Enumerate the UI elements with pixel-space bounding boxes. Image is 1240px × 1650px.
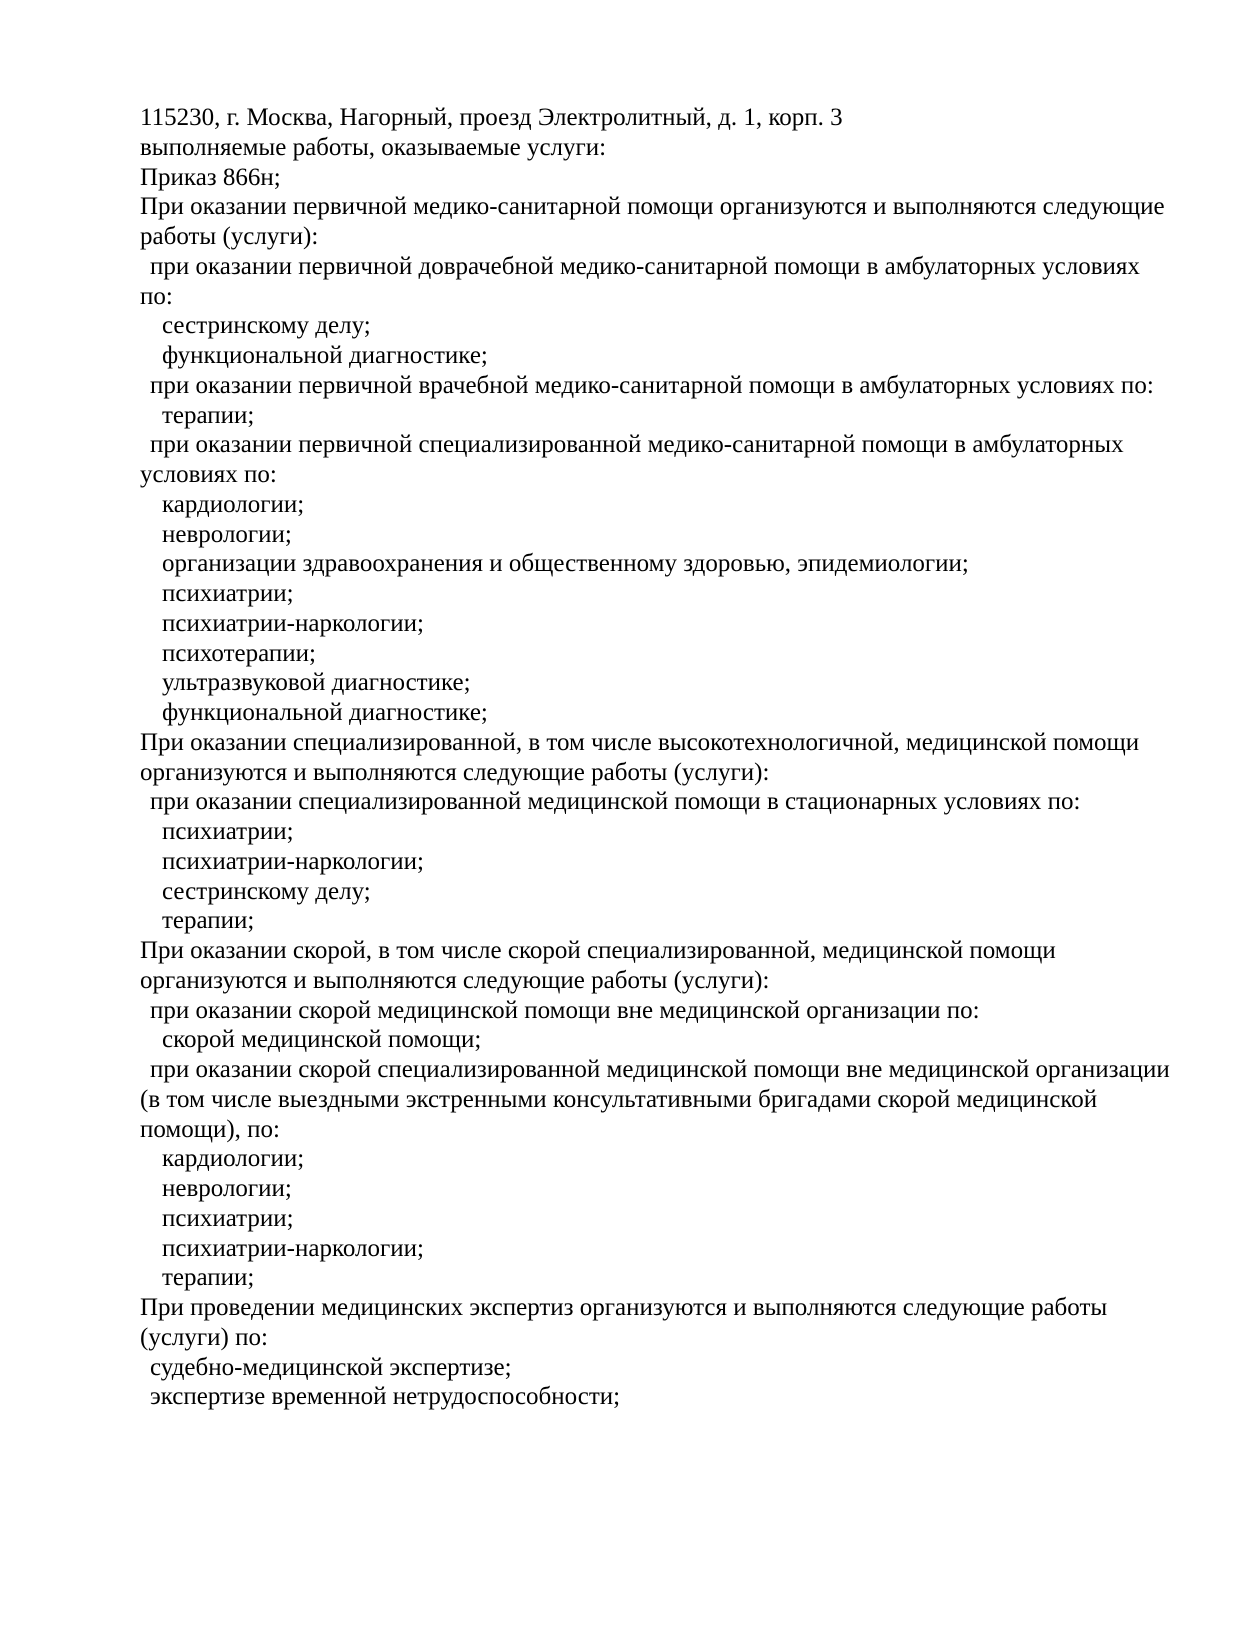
- document-line: При проведении медицинских экспертиз организуются и выполняются следующие работы: [140, 1294, 1108, 1321]
- document-line: помощи), по:: [140, 1115, 281, 1143]
- document-line: работы (услуги):: [140, 223, 319, 250]
- document-line: При оказании первичной медико-санитарной помощи организуются и выполняются следующие: [140, 193, 1165, 221]
- document-line: при оказании скорой медицинской помощи вне медицинской организации по:: [150, 996, 980, 1024]
- document-line: При оказании специализированной, в том числе высокотехнологичной, медицинской помощи: [140, 728, 1140, 756]
- document-line: психиатрии-наркологии;: [162, 847, 424, 875]
- document-line: психиатрии;: [162, 580, 294, 607]
- document-line: терапии;: [162, 907, 255, 935]
- document-line: психиатрии-наркологии;: [162, 609, 424, 637]
- document-line: психиатрии;: [162, 818, 294, 845]
- document-line: неврологии;: [162, 520, 292, 548]
- document-line: организуются и выполняются следующие работы (услуги):: [140, 758, 770, 786]
- document-line: сестринскому делу;: [162, 877, 371, 905]
- document-line: организации здравоохранения и общественному здоровью, эпидемиологии;: [162, 550, 969, 578]
- document-line: ультразвуковой диагностике;: [162, 669, 471, 697]
- document-line: организуются и выполняются следующие работы (услуги):: [140, 966, 770, 994]
- document-line: (услуги) по:: [140, 1323, 268, 1351]
- document-line: условиях по:: [140, 461, 277, 488]
- document-line: при оказании первичной доврачебной медико-санитарной помощи в амбулаторных условиях: [150, 252, 1140, 280]
- document-line: психиатрии;: [162, 1204, 294, 1232]
- document-line: 115230, г. Москва, Нагорный, проезд Электролитный, д. 1, корп. 3: [140, 104, 843, 131]
- document-line: функциональной диагностике;: [162, 342, 488, 369]
- document-line: при оказании скорой специализированной медицинской помощи вне медицинской организации: [150, 1056, 1170, 1083]
- document-line: Приказ 866н;: [140, 163, 281, 191]
- document-line: (в том числе выездными экстренными консультативными бригадами скорой медицинской: [140, 1085, 1098, 1113]
- document-line: при оказании первичной врачебной медико-санитарной помощи в амбулаторных условиях по:: [150, 371, 1154, 399]
- document-line: кардиологии;: [162, 490, 305, 518]
- document-line: кардиологии;: [162, 1145, 305, 1173]
- document-line: при оказании специализированной медицинской помощи в стационарных условиях по:: [150, 788, 1081, 816]
- document-line: при оказании первичной специализированной медико-санитарной помощи в амбулаторных: [150, 431, 1124, 459]
- document-line: судебно-медицинской экспертизе;: [150, 1353, 512, 1381]
- document-line: психиатрии-наркологии;: [162, 1234, 424, 1262]
- document-line: терапии;: [162, 401, 255, 429]
- document-line: При оказании скорой, в том числе скорой специализированной, медицинской помощи: [140, 937, 1056, 964]
- document-line: сестринскому делу;: [162, 312, 371, 340]
- document-line: терапии;: [162, 1264, 255, 1292]
- document-line: выполняемые работы, оказываемые услуги:: [140, 133, 607, 161]
- document-line: по:: [140, 282, 173, 310]
- document-line: неврологии;: [162, 1175, 292, 1202]
- document-line: экспертизе временной нетрудоспособности;: [150, 1383, 621, 1411]
- document-line: психотерапии;: [162, 639, 316, 667]
- document-text: [140, 103, 1170, 1412]
- document-line: скорой медицинской помощи;: [162, 1026, 482, 1054]
- document-line: функциональной диагностике;: [162, 699, 488, 726]
